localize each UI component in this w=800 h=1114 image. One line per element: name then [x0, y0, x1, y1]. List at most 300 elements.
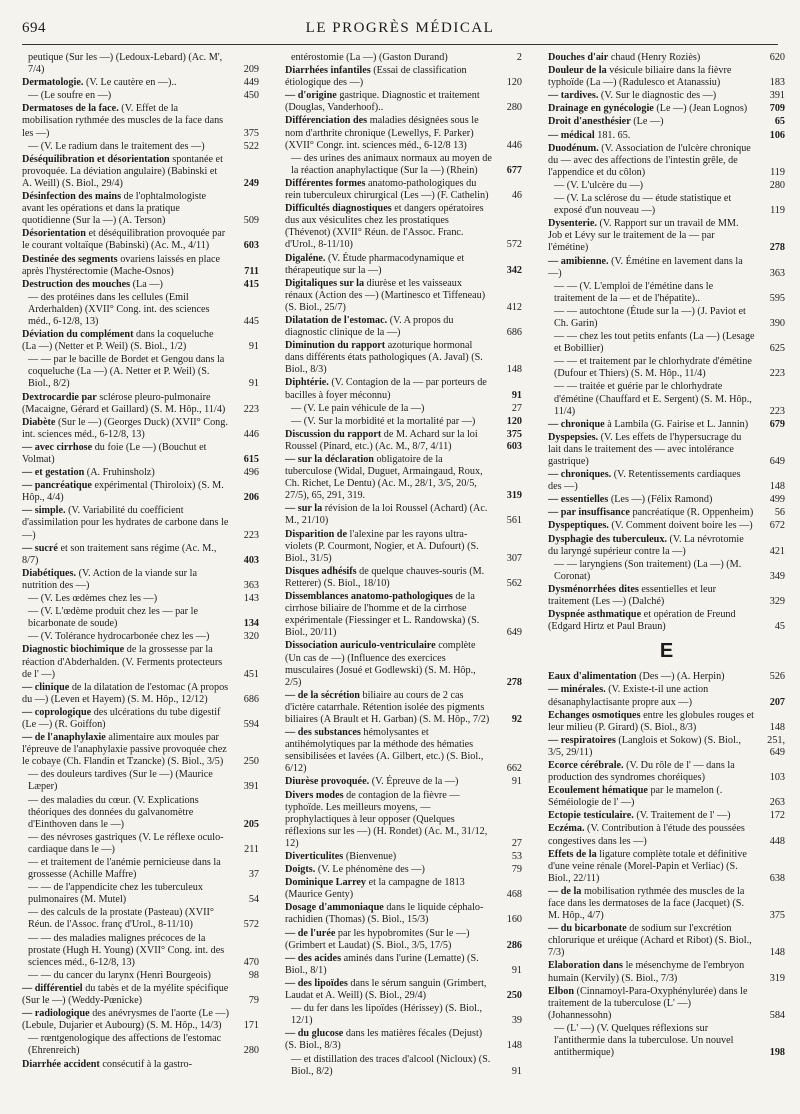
entry-text: (V. Comment doivent boire les —): [611, 520, 753, 532]
page-reference: 572: [506, 239, 522, 251]
page-reference: 148: [506, 1040, 522, 1052]
entry-text: du foie (Le —) (Bouchut et Volmat): [22, 441, 207, 465]
index-entry: [285, 851, 522, 863]
index-entry: [22, 882, 259, 906]
entry-heading: Eczéma.: [548, 823, 585, 835]
entry-text: (V. Le cautère en —)..: [85, 77, 177, 89]
page-reference: 390: [769, 317, 785, 329]
page-reference: 522: [243, 140, 259, 152]
page-reference: 251, 649: [767, 734, 785, 758]
entry-text: (V. Sur le diagnostic des —): [600, 90, 717, 102]
page-reference: 595: [769, 292, 785, 304]
index-entry: [285, 591, 522, 639]
page-reference: 2: [516, 52, 522, 63]
entry-text: (V. Contribution à l'étude des poussées congestives dans les —): [548, 823, 745, 847]
page-reference: 445: [243, 315, 259, 327]
entry-heading: Dextrocardie par: [22, 391, 97, 403]
entry-text: (V. Le phénomène des —): [317, 864, 425, 876]
page-reference: 448: [769, 835, 785, 847]
page-reference: 39: [511, 1015, 522, 1027]
index-entry: [548, 810, 785, 822]
page-reference: 280: [506, 102, 522, 114]
entry-text: — et traitement de l'anémie pernicieuse dans la grossesse (Achille Maffre): [28, 857, 221, 881]
entry-text: (A. Fruhinsholz): [86, 467, 155, 479]
index-entry: [285, 529, 522, 565]
entry-heading: — des lipoïdes: [285, 977, 348, 989]
index-entry: [548, 52, 785, 64]
index-entry: [548, 507, 785, 519]
page-reference: 375 603: [506, 428, 522, 452]
entry-text: de quelque chauves-souris (M. Retterer) (S. Biol., 18/10): [285, 565, 485, 589]
page-reference: 329: [769, 596, 785, 608]
entry-heading: — essentielles: [548, 494, 609, 506]
index-entry: [548, 130, 785, 142]
page-reference: 56: [774, 507, 785, 519]
page-number: 694: [22, 20, 46, 36]
page-reference: 91: [511, 389, 522, 401]
page-reference: 250: [243, 756, 259, 768]
entry-text: par le mamelon (. Séméiologie de l' —): [548, 785, 723, 809]
page-reference: 171: [243, 1020, 259, 1032]
index-entry: [22, 480, 259, 504]
page-reference: 91: [511, 964, 522, 976]
entry-text: hémolysantes et antihémolytiques par la méthode des hématies sensibilisées et lavées (A. Gilbert, etc.) (S. Biol., 6/12): [285, 727, 484, 775]
index-entry: [548, 143, 785, 179]
index-entry: [285, 928, 522, 952]
index-entry: [22, 732, 259, 768]
page-reference: 319: [506, 490, 522, 502]
page-reference: 79: [248, 995, 259, 1007]
entry-text: expérimental (Thiroloix) (S. M. Hôp., 4/4): [22, 480, 224, 504]
index-entry: [285, 253, 522, 277]
index-entry: [285, 1054, 522, 1078]
entry-heading: Dyspnée asthmatique: [548, 609, 642, 621]
index-entry: [285, 902, 522, 926]
index-entry: [285, 203, 522, 251]
page-reference: 363: [769, 267, 785, 279]
index-entry: [285, 503, 522, 527]
entry-heading: — sur la déclaration: [285, 454, 374, 465]
entry-heading: — de l'urée: [285, 927, 336, 939]
entry-text: pancréatique (R. Oppenheim): [632, 507, 754, 519]
index-entry: [285, 690, 522, 726]
entry-heading: Disparition de: [285, 528, 347, 540]
index-entry: [22, 292, 259, 328]
entry-text: vésicule biliaire dans la fièvre typhoïde (La —) (Radulesco et Atanassiu): [548, 65, 732, 89]
entry-text: — des calculs de la prostate (Pasteau) (XVII° Réun. de l'Assoc. franç d'Urol., 8-11/10): [28, 907, 214, 931]
entry-heading: — amibienne.: [548, 255, 609, 267]
entry-text: — (V. La sclérose du — étude statistique et exposé d'un nouveau —): [554, 193, 732, 217]
index-entry: [22, 103, 259, 139]
index-entry: [548, 671, 785, 683]
index-entry: [548, 381, 785, 417]
index-entry: [285, 727, 522, 775]
entry-heading: Difficultés diagnostiques: [285, 203, 392, 215]
entry-heading: Différentes formes: [285, 177, 366, 189]
page-reference: 106: [769, 129, 785, 141]
index-entry: [22, 606, 259, 630]
page-reference: 53: [511, 851, 522, 862]
page-reference: 37: [248, 869, 259, 881]
entry-text: (Cinnamoyl-Para-Oxyphénylurée) dans le traitement de la tuberculose (L' —) (Johannessohn): [548, 985, 748, 1021]
index-entry: [22, 505, 259, 541]
entry-text: (V. Étude pharmacodynamique et thérapeutique sur la —): [285, 252, 465, 276]
entry-heading: Disques adhésifs: [285, 565, 357, 577]
index-entry: [285, 178, 522, 202]
index-entry: [548, 116, 785, 128]
entry-text: (V. Contagion de la — par porteurs de bacilles à foyer méconnu): [285, 377, 487, 401]
page-reference: 207: [769, 696, 785, 708]
entry-text: (V. Émétine en lavement dans la —): [548, 255, 743, 279]
entry-text: — des protéines dans les cellules (Emil Arderhalden) (XVII° Cong. int. des sciences méd., 6-12/8, 13): [28, 291, 210, 327]
entry-heading: Déviation du complément: [22, 329, 134, 341]
index-entry: [548, 584, 785, 608]
entry-text: sclérose pleuro-pulmonaire (Macaigne, Gérard et Gaillard) (S. M. Hôp., 11/4): [22, 391, 226, 415]
journal-title: LE PROGRÈS MÉDICAL: [305, 20, 495, 36]
entry-text: — (Le soufre en —): [28, 90, 112, 102]
page-reference: 143: [243, 593, 259, 605]
page-reference: 27: [511, 402, 522, 414]
index-entry: [548, 494, 785, 506]
index-entry: [548, 193, 785, 217]
entry-heading: — par insuffisance: [548, 507, 630, 519]
index-entry: [548, 986, 785, 1022]
index-entry: [285, 454, 522, 502]
page-reference: 391: [769, 90, 785, 102]
index-entry: [548, 90, 785, 102]
index-column-3: [548, 52, 785, 1079]
entry-text: (Essai de classification étiologique des —): [285, 65, 467, 89]
index-entry: [285, 153, 522, 177]
index-entry: [548, 684, 785, 708]
entry-heading: — de la: [548, 885, 582, 897]
index-entry: [285, 566, 522, 590]
page-reference: 709: [769, 103, 785, 115]
index-entry: [22, 907, 259, 931]
entry-heading: — minérales.: [548, 684, 606, 696]
index-entry: [548, 356, 785, 380]
index-entry: [22, 191, 259, 227]
entry-heading: — des substances: [285, 727, 361, 739]
entry-text: ligature complète totale et définitive d'une veine rénale (Morel-Papin et Verliac) (S. Biol., 22/11): [548, 848, 747, 884]
index-entry: [548, 218, 785, 254]
entry-heading: Elaboration dans: [548, 960, 624, 972]
index-entry: [548, 559, 785, 583]
page-reference: 160: [506, 914, 522, 926]
entry-text: — (V. Le radium dans le traitement des —): [28, 140, 205, 152]
page-reference: 223: [243, 403, 259, 415]
index-column-2: [285, 52, 522, 1079]
entry-text: des anévrysmes de l'aorte (Le —) (Lebule, Dujarier et Aubourg) (S. M. Hôp., 14/3): [22, 1008, 229, 1032]
index-entry: [285, 640, 522, 688]
page-reference: 286: [506, 939, 522, 951]
entry-text: (V. Les effets de l'hypersucrage du lait dans le traitement des — avec intolérance gastrique): [548, 431, 742, 467]
index-entry: [22, 1059, 259, 1071]
page-reference: 91: [511, 776, 522, 788]
entry-text: — des névroses gastriques (V. Le réflexe oculo-cardiaque dans le —): [28, 831, 224, 855]
entry-heading: Divers modes: [285, 789, 344, 801]
page-reference: 584: [769, 1009, 785, 1021]
index-entry: [22, 682, 259, 706]
page-reference: 375: [769, 910, 785, 922]
entry-text: — (V. Le pain véhicule de la —): [291, 402, 425, 414]
entry-text: — — (V. L'emploi de l'émétine dans le traitement de la — et de l'hépatite)..: [554, 280, 714, 304]
page-reference: 672: [769, 520, 785, 532]
index-entry: [548, 735, 785, 759]
entry-heading: Dermatologie.: [22, 77, 84, 89]
entry-text: (V. Du rôle de l' — dans la production des syndromes choréiques): [548, 759, 735, 784]
entry-heading: Déséquilibration et désorientation: [22, 153, 170, 165]
page-reference: 342: [506, 264, 522, 276]
entry-text: — (V. Sur la morbidité et la mortalité par —): [291, 415, 476, 427]
entry-text: 181. 65.: [597, 129, 631, 141]
entry-heading: — sucré: [22, 542, 58, 554]
page-reference: 172: [769, 810, 785, 822]
index-entry: [285, 65, 522, 89]
page-reference: 278: [769, 242, 785, 254]
entry-heading: Elbon: [548, 985, 575, 997]
page-reference: 320: [243, 631, 259, 643]
entry-heading: Diphtérie.: [285, 377, 329, 389]
page-reference: 134: [243, 618, 259, 630]
entry-heading: Ectopie testiculaire.: [548, 810, 634, 822]
entry-text: maladies désignées sous le nom d'arthrite chronique (Lewellys, F. Parker) (XVII° Congr. int. sciences méd., 6-12/8 13): [285, 115, 479, 151]
entry-heading: Dyspepsies.: [548, 431, 599, 443]
index-entry: [548, 256, 785, 280]
index-entry: [22, 983, 259, 1007]
page-reference: 449: [243, 77, 259, 89]
page-reference: 446: [506, 139, 522, 151]
entry-heading: Diverticulites: [285, 851, 344, 862]
entry-heading: — du glucose: [285, 1028, 344, 1040]
page-reference: 686: [243, 693, 259, 705]
page-reference: 620: [769, 52, 785, 63]
page-reference: 27: [511, 837, 522, 849]
index-entry: [22, 329, 259, 353]
entry-heading: Eaux d'alimentation: [548, 671, 637, 683]
entry-heading: — pancréatique: [22, 480, 92, 492]
page-reference: 79: [511, 864, 522, 876]
entry-text: des ulcérations du tube digestif (Le —) (R. Goiffon): [22, 706, 221, 730]
index-entry: [548, 281, 785, 305]
index-entry: [22, 832, 259, 856]
page-reference: 183: [769, 77, 785, 89]
page-reference: 561: [506, 515, 522, 527]
page-reference: 119: [770, 205, 785, 217]
page-reference: 412: [506, 301, 522, 313]
entry-text: (V. A propos du diagnostic clinique de la —): [285, 314, 454, 339]
page-reference: 307: [506, 552, 522, 564]
entry-heading: Douleur de la: [548, 65, 607, 77]
entry-text: obligatoire de la tuberculose (Widal, Duguet, Armaingaud, Roux, Ch. Richet, Le Dentu) (Ac. M., 28/1, 3/5, 20/5, 27/5), 65, 291, 319.: [285, 454, 483, 502]
entry-text: aminés dans l'urine (Lematte) (S. Biol., 8/1): [285, 952, 479, 976]
entry-heading: — différentiel: [22, 982, 83, 994]
entry-text: essentielles et leur traitement (Les —) (Dalché): [548, 583, 717, 608]
entry-text: à Lambila (G. Fairise et L. Jannin): [607, 418, 749, 430]
page-reference: 363: [243, 579, 259, 591]
entry-text: gastrique. Diagnostic et traitement (Douglas, Vanderhoof)..: [285, 90, 480, 114]
entry-text: (Le —) (Jean Lognos): [656, 103, 748, 115]
page-reference: 470: [243, 956, 259, 968]
page-reference: 148: [506, 364, 522, 376]
entry-text: de la cirrhose biliaire de l'homme et de la cirrhose expérimentale (Fiessinger et L. Randowska) (S. Biol., 20/11): [285, 591, 480, 639]
index-entry: [285, 52, 522, 64]
index-entry: [548, 520, 785, 532]
entry-heading: Drainage en gynécologie: [548, 103, 654, 115]
entry-heading: Diurèse provoquée.: [285, 776, 370, 788]
page-reference: 280: [769, 179, 785, 191]
entry-heading: Diabète: [22, 416, 56, 428]
entry-text: révision de la loi Roussel (Achard) (Ac. M., 21/10): [285, 503, 488, 527]
page-reference: 54: [248, 894, 259, 906]
page-reference: 198: [769, 1047, 785, 1059]
page-reference: 638: [769, 872, 785, 884]
page-reference: 205: [243, 818, 259, 830]
entry-text: de contagion de la fièvre — typhoïde. Les meilleurs moyens, — prophylactiques à leur opposer (Quelques réflexions sur les —) (H. Rondet) (Ac. M., 31/12, 12): [285, 789, 488, 849]
page-reference: 65: [774, 116, 785, 128]
entry-text: — — chez les tout petits enfants (La —) (Lesage et Bobillier): [554, 331, 755, 355]
entry-heading: Digitaliques sur la: [285, 277, 365, 289]
entry-text: — (L' —) (V. Quelques réflexions sur l'antithermie dans la tuberculose. Un nouvel antithermique): [554, 1022, 734, 1059]
entry-text: — — autochtone (Étude sur la —) (J. Paviot et Ch. Garin): [554, 305, 746, 329]
index-columns: [22, 52, 785, 1079]
page-reference: 223: [769, 405, 785, 417]
index-entry: [285, 90, 522, 114]
index-entry: [285, 877, 522, 901]
index-entry: [22, 228, 259, 252]
index-entry: [22, 279, 259, 291]
entry-text: chaud (Henry Roziès): [610, 52, 701, 63]
entry-text: — — de l'appendicite chez les tuberculeux pulmonaires (M. Mutel): [28, 882, 203, 906]
entry-text: et déséquilibration provoquée par le courant voltaïque (Babinski) (Ac. M., 4/11): [22, 228, 226, 252]
index-entry: [548, 609, 785, 633]
entry-text: dans les matières fécales (Dejust) (S. Biol., 8/3): [285, 1028, 483, 1052]
page-reference: 496: [243, 467, 259, 479]
index-entry: [22, 354, 259, 390]
entry-heading: Désorientation: [22, 228, 86, 240]
entry-text: (Le —): [633, 116, 664, 128]
index-entry: [22, 1033, 259, 1057]
entry-heading: — de l'anaphylaxie: [22, 732, 106, 744]
index-entry: [22, 141, 259, 153]
index-entry: [22, 154, 259, 190]
entry-text: entre les globules rouges et leur milieu (P. Girard) (S. Biol., 8/3): [548, 709, 755, 733]
entry-heading: Dosage d'ammoniaque: [285, 902, 384, 914]
entry-heading: — sur la: [285, 503, 323, 515]
page-reference: 319: [769, 972, 785, 984]
entry-heading: — clinique: [22, 681, 70, 693]
index-entry: [22, 568, 259, 592]
entry-text: ovariens laissés en place après l'hystérectomie (Mache-Osnos): [22, 253, 221, 277]
entry-text: (V. Épreuve de la —): [371, 776, 459, 788]
index-entry: [22, 970, 259, 982]
entry-heading: — radiologique: [22, 1008, 90, 1020]
entry-heading: Douches d'air: [548, 52, 609, 63]
index-entry: [285, 978, 522, 1002]
page-reference: 677: [506, 164, 522, 176]
index-entry: [285, 429, 522, 453]
entry-heading: — avec cirrhose: [22, 441, 93, 453]
entry-heading: Dermatoses de la face.: [22, 103, 119, 115]
entry-text: (V. La névrotomie du laryngé supérieur contre la —): [548, 533, 744, 557]
entry-heading: — du bicarbonate: [548, 923, 627, 935]
index-entry: [548, 710, 785, 734]
index-entry: [22, 467, 259, 479]
entry-text: (La —): [132, 278, 163, 290]
index-entry: [22, 77, 259, 89]
entry-text: — (V. Les œdèmes chez les —): [28, 593, 158, 605]
page-reference: 403: [243, 554, 259, 566]
page-reference: 250: [506, 990, 522, 1002]
entry-text: (V. Existe-t-il une action désanaphylactisante propre aux —): [548, 684, 709, 708]
index-entry: [22, 392, 259, 416]
entry-text: dans le liquide céphalo-rachidien (Thomas) (S. Biol., 15/3): [285, 902, 484, 926]
entry-text: — — et traitement par le chlorhydrate d'émétine (Dufour et Thiers) (S. M. Hôp., 11/4): [554, 356, 752, 380]
index-entry: [548, 419, 785, 431]
entry-text: du tabès et de la myélite spécifique (Sur le —) (Weddy-Pœnicke): [22, 982, 229, 1007]
index-entry: [548, 923, 785, 959]
index-entry: [285, 1003, 522, 1027]
index-entry: [548, 306, 785, 330]
entry-text: — — laryngiens (Son traitement) (La —) (M. Coronat): [554, 558, 742, 582]
entry-text: (V. Effet de la mobilisation rythmée des muscles de la face dans les —): [22, 103, 224, 139]
index-entry: [548, 1023, 785, 1059]
entry-heading: — simple.: [22, 505, 66, 517]
entry-text: (V. Rapport sur un travail de MM. Job et Lévy sur le traitement de la — par l'émétine): [548, 218, 739, 254]
entry-text: (Langlois et Sokow) (S. Biol., 3/5, 29/11): [548, 734, 741, 758]
entry-heading: Dysphagie des tuberculeux.: [548, 533, 667, 545]
index-entry: [548, 760, 785, 784]
index-entry: [285, 953, 522, 977]
entry-text: (V. Association de l'ulcère chronique du — avec des affections de l'intestin grêle, de l'appendice et du côlon): [548, 142, 751, 178]
entry-text: — — du cancer du larynx (Henri Bourgeois): [28, 969, 211, 981]
page-reference: 148: [769, 947, 785, 959]
index-entry: [22, 631, 259, 643]
page-reference: 278: [506, 676, 522, 688]
index-entry: [548, 849, 785, 885]
index-entry: [22, 593, 259, 605]
entry-heading: Diagnostic biochimique: [22, 644, 125, 656]
entry-heading: Digaléne.: [285, 252, 326, 264]
page-reference: 572: [243, 919, 259, 931]
entry-heading: Désinfection des mains: [22, 191, 122, 203]
page-reference: 415: [243, 278, 259, 290]
index-entry: [285, 340, 522, 376]
page-reference: 526: [769, 671, 785, 683]
page-reference: 450: [243, 90, 259, 102]
entry-text: et la campagne de 1813 (Maurice Genty): [285, 877, 465, 901]
page-reference: 120: [506, 77, 522, 89]
entry-text: entérostomie (La —) (Gaston Durand): [291, 52, 448, 63]
page-reference: 391: [243, 781, 259, 793]
index-entry: [22, 442, 259, 466]
entry-heading: Dilatation de l'estomac.: [285, 314, 388, 326]
index-entry: [548, 103, 785, 115]
entry-text: — des urines des animaux normaux au moyen de la réaction anaphylactique (Sur la —) (Rhein): [291, 152, 492, 176]
entry-heading: Diarrhées infantiles: [285, 65, 371, 77]
entry-heading: — de la sécrétion: [285, 689, 360, 701]
entry-text: — (V. L'ulcère du —): [554, 179, 644, 191]
entry-heading: Destruction des mouches: [22, 278, 131, 290]
index-entry: [22, 254, 259, 278]
entry-heading: Effets de la: [548, 848, 597, 860]
section-letter: E: [659, 640, 674, 663]
entry-heading: — tardives.: [548, 90, 599, 102]
page-reference: 223: [243, 529, 259, 541]
entry-heading: Dysenterie.: [548, 218, 597, 230]
entry-heading: Duodénum.: [548, 142, 599, 154]
header-rule: [22, 44, 778, 45]
